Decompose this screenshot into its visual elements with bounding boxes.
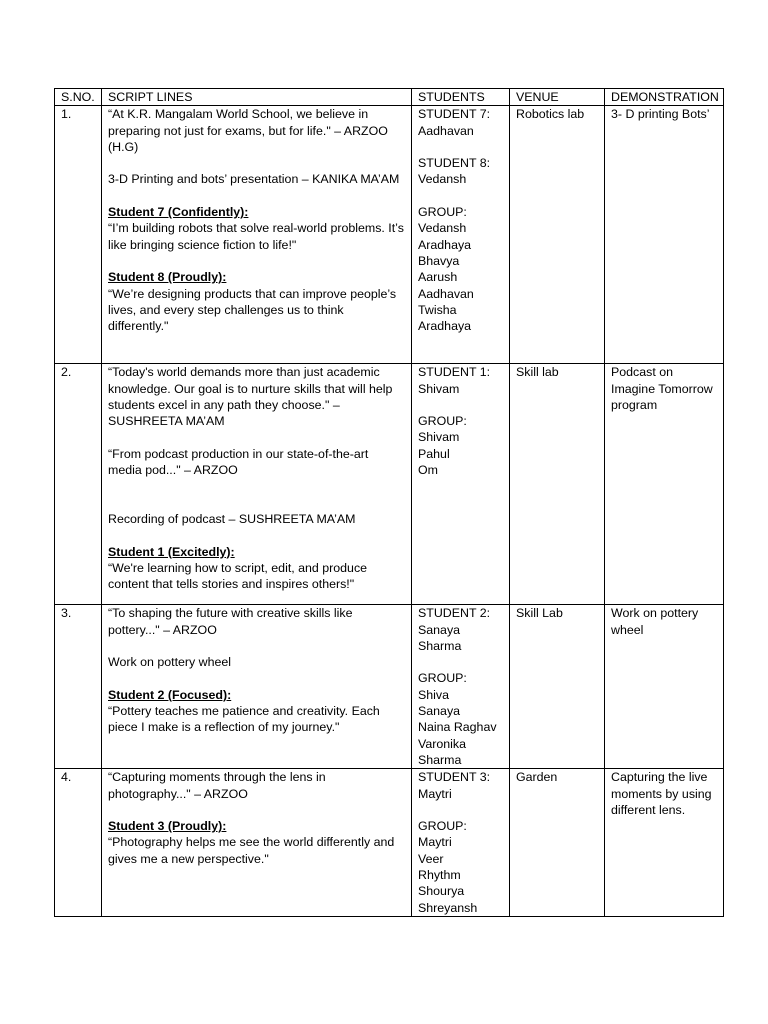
group-label: GROUP:	[418, 671, 467, 686]
group-member: Naina Raghav	[418, 720, 497, 735]
students-cell	[412, 769, 510, 917]
group-member: Varonika Sharma	[418, 736, 466, 767]
header-students: STUDENTS	[412, 89, 510, 106]
student-cue-heading: Student 2 (Focused):	[108, 687, 232, 702]
script-lines-cell	[102, 605, 412, 769]
group-member: Aarush	[418, 270, 458, 285]
group-label: GROUP:	[418, 205, 467, 220]
script-paragraph: Work on pottery wheel	[108, 655, 232, 670]
group-member: Veer	[418, 851, 444, 866]
group-label: GROUP:	[418, 414, 467, 429]
student-label: STUDENT 1:	[418, 365, 491, 380]
script-lines-cell	[102, 106, 412, 364]
row-number: 1.	[55, 106, 102, 364]
script-paragraph: 3-D Printing and bots’ presentation – KANIKA MA’AM	[108, 172, 400, 187]
row-number: 2.	[55, 364, 102, 605]
student-cue-heading: Student 8 (Proudly):	[108, 270, 227, 285]
students-cell	[412, 364, 510, 605]
script-paragraph: “Capturing moments through the lens in photography..." – ARZOO	[108, 770, 326, 801]
student-line: “Photography helps me see the world differently and gives me a new perspective."	[108, 835, 395, 866]
student-line: “We're learning how to script, edit, and produce content that tells stories and inspires others!"	[108, 560, 368, 592]
student-cue-heading: Student 3 (Proudly):	[108, 819, 227, 834]
demonstration-cell: Work on pottery wheel	[605, 605, 724, 769]
student-label: STUDENT 2:	[418, 606, 491, 621]
script-lines-cell	[102, 364, 412, 605]
demonstration-cell: Podcast on Imagine Tomorrow program	[605, 364, 724, 605]
group-member: Om	[418, 463, 438, 478]
student-label: STUDENT 8:	[418, 156, 491, 171]
student-name: Vedansh	[418, 172, 467, 187]
student-name: Aadhavan	[418, 123, 474, 138]
group-member: Shivam	[418, 430, 460, 445]
student-cue-heading: Student 1 (Excitedly):	[108, 544, 235, 559]
script-table	[54, 88, 724, 917]
group-member: Shiva	[418, 687, 449, 702]
row-number: 3.	[55, 605, 102, 769]
group-member: Vedansh	[418, 221, 467, 236]
group-member: Sanaya	[418, 704, 461, 719]
group-member: Aadhavan	[418, 286, 474, 301]
script-paragraph: “At K.R. Mangalam World School, we believe in preparing not just for exams, but for life." – ARZOO (H.G)	[108, 107, 388, 154]
student-label: STUDENT 7:	[418, 107, 491, 122]
venue-cell: Skill lab	[510, 364, 605, 605]
group-member: Shreyansh	[418, 900, 478, 915]
group-member: Shourya	[418, 884, 465, 899]
venue-cell: Robotics lab	[510, 106, 605, 364]
student-line: “Pottery teaches me patience and creativity. Each piece I make is a reflection of my journey."	[108, 704, 380, 735]
header-sno: S.NO.	[55, 89, 102, 106]
group-member: Aradhaya	[418, 237, 472, 252]
student-line: “We’re designing products that can improve people’s lives, and every step challenges us to think differently."	[108, 286, 397, 334]
group-member: Pahul	[418, 446, 450, 461]
group-member: Maytri	[418, 835, 452, 850]
student-name: Shivam	[418, 381, 460, 396]
script-lines-cell	[102, 769, 412, 917]
group-member: Bhavya	[418, 253, 460, 268]
student-name: Maytri	[418, 786, 452, 801]
table-row	[55, 769, 724, 917]
table-row	[55, 364, 724, 605]
student-cue-heading: Student 7 (Confidently):	[108, 205, 249, 220]
script-paragraph: “To shaping the future with creative skills like pottery..." – ARZOO	[108, 606, 353, 637]
header-script-lines: SCRIPT LINES	[102, 89, 412, 106]
header-demonstration: DEMONSTRATION	[605, 89, 724, 106]
header-row	[55, 89, 724, 106]
group-member: Twisha	[418, 302, 457, 317]
script-paragraph: “From podcast production in our state-of-the-art media pod..." – ARZOO	[108, 446, 369, 478]
row-number: 4.	[55, 769, 102, 917]
group-member: Aradhaya	[418, 319, 472, 334]
header-venue: VENUE	[510, 89, 605, 106]
script-paragraph: Recording of podcast – SUSHREETA MA’AM	[108, 511, 356, 526]
demonstration-cell: Capturing the live moments by using different lens.	[605, 769, 724, 917]
student-label: STUDENT 3:	[418, 770, 491, 785]
student-name: Sanaya Sharma	[418, 622, 462, 653]
demonstration-cell: 3- D printing Bots’	[605, 106, 724, 364]
table-row	[55, 605, 724, 769]
group-label: GROUP:	[418, 819, 467, 834]
venue-cell: Garden	[510, 769, 605, 917]
students-cell	[412, 605, 510, 769]
table-row	[55, 106, 724, 364]
students-cell	[412, 106, 510, 364]
group-member: Rhythm	[418, 868, 461, 883]
script-paragraph: “Today's world demands more than just academic knowledge. Our goal is to nurture skills that will help students excel in any path they choose." – SUSHREETA MA’AM	[108, 365, 393, 429]
venue-cell: Skill Lab	[510, 605, 605, 769]
student-line: “I’m building robots that solve real-world problems. It’s like bringing science fiction to life!"	[108, 221, 404, 252]
